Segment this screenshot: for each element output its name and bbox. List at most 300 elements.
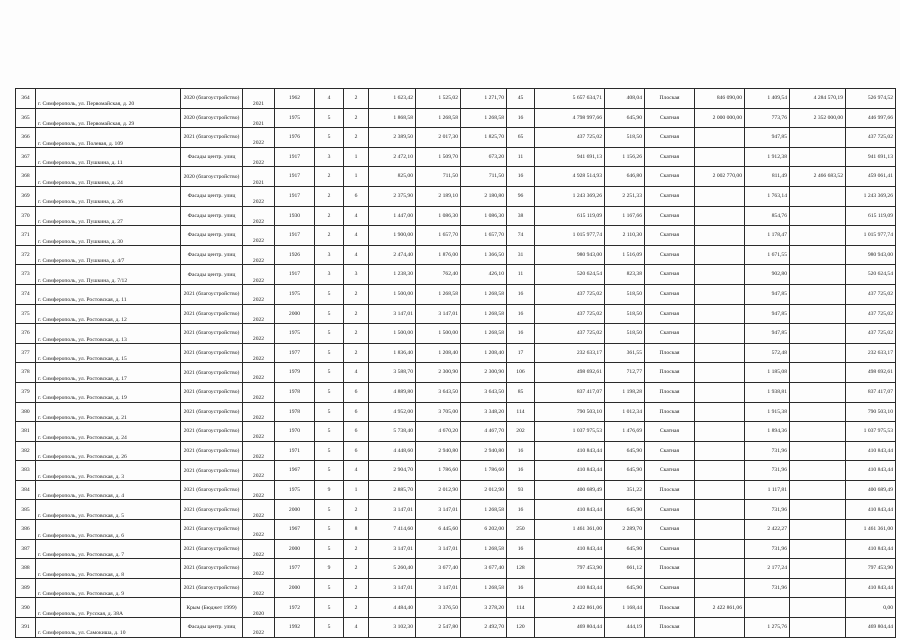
residential-area-cell: 1 271,70: [461, 89, 507, 109]
table-row: [16, 128, 896, 148]
build-year-cell: 1926: [275, 245, 315, 265]
address-cell: г. Симферополь, ул. Ростовская, д. 5: [36, 500, 181, 520]
entrances-cell: 6: [344, 382, 369, 402]
build-year-cell: 1970: [275, 422, 315, 442]
address-cell: г. Симферополь, ул. Пушкина, д. 11: [36, 147, 181, 167]
living-area-cell: 3 376,50: [416, 598, 461, 618]
table-row: [16, 167, 896, 187]
total-area-cell: 1 623,42: [369, 89, 416, 109]
work-type-cell: 2021 (благоустройство): [181, 324, 243, 344]
address-cell: г. Симферополь, ул. Ростовская, д. 8: [36, 559, 181, 579]
cost-cell: 437 725,02: [535, 324, 605, 344]
fund-amount-cell: [695, 441, 745, 461]
total-cell: 232 633,17: [846, 343, 896, 363]
unit-cost-cell: 1 185,08: [745, 363, 790, 383]
fund-amount-cell: [695, 147, 745, 167]
row-number: 384: [16, 480, 36, 500]
fund-amount-cell: [695, 304, 745, 324]
cost-per-m2-cell: 2 251,33: [605, 186, 645, 206]
unit-cost-cell: 947,85: [745, 284, 790, 304]
cost-cell: 410 843,44: [535, 578, 605, 598]
cost-cell: 1 461 361,00: [535, 520, 605, 540]
address-cell: г. Симферополь, ул. Ростовская, д. 13: [36, 324, 181, 344]
total-cell: 459 061,41: [846, 167, 896, 187]
address-cell: г. Симферополь, ул. Пушкина, д. 26: [36, 186, 181, 206]
residents-cell: 16: [507, 108, 535, 128]
table-row: [16, 343, 896, 363]
extra-fund-cell: [790, 206, 846, 226]
row-number: 387: [16, 539, 36, 559]
total-area-cell: 3 102,30: [369, 618, 416, 638]
residents-cell: 38: [507, 206, 535, 226]
living-area-cell: 1 786,60: [416, 461, 461, 481]
cost-per-m2-cell: 351,22: [605, 480, 645, 500]
cost-cell: 790 503,10: [535, 402, 605, 422]
entrances-cell: 4: [344, 206, 369, 226]
build-year-cell: 1967: [275, 520, 315, 540]
residents-cell: 202: [507, 422, 535, 442]
extra-fund-cell: [790, 284, 846, 304]
living-area-cell: 3 147,01: [416, 500, 461, 520]
unit-cost-cell: 1 275,76: [745, 618, 790, 638]
roof-type-cell: Скатная: [645, 265, 695, 285]
entrances-cell: 2: [344, 343, 369, 363]
entrances-cell: 2: [344, 304, 369, 324]
cost-cell: 232 633,17: [535, 343, 605, 363]
fund-amount-cell: [695, 343, 745, 363]
plan-year-cell: 2021: [243, 167, 275, 187]
total-area-cell: 2 904,70: [369, 461, 416, 481]
table-row: [16, 441, 896, 461]
cost-per-m2-cell: 2 110,30: [605, 226, 645, 246]
address-cell: г. Симферополь, ул. Ростовская, д. 3: [36, 461, 181, 481]
living-area-cell: 1 509,70: [416, 147, 461, 167]
roof-type-cell: Скатная: [645, 578, 695, 598]
address-cell: г. Симферополь, ул. Ростовская, д. 19: [36, 382, 181, 402]
total-cell: 410 843,44: [846, 500, 896, 520]
total-area-cell: 2 474,40: [369, 245, 416, 265]
unit-cost-cell: 572,48: [745, 343, 790, 363]
floors-cell: 9: [315, 559, 344, 579]
entrances-cell: 4: [344, 363, 369, 383]
fund-amount-cell: [695, 245, 745, 265]
residents-cell: 85: [507, 382, 535, 402]
extra-fund-cell: [790, 598, 846, 618]
address-cell: г. Симферополь, ул. Ростовская, д. 11: [36, 284, 181, 304]
build-year-cell: 1977: [275, 343, 315, 363]
plan-year-cell: 2022: [243, 461, 275, 481]
entrances-cell: 2: [344, 500, 369, 520]
work-type-cell: Крым (Бюджет 1999): [181, 598, 243, 618]
plan-year-cell: 2022: [243, 304, 275, 324]
floors-cell: 5: [315, 363, 344, 383]
extra-fund-cell: [790, 559, 846, 579]
unit-cost-cell: 811,49: [745, 167, 790, 187]
address-cell: г. Симферополь, ул. Пушкина, д. 24: [36, 167, 181, 187]
floors-cell: 9: [315, 480, 344, 500]
extra-fund-cell: [790, 500, 846, 520]
cost-cell: 797 453,90: [535, 559, 605, 579]
cost-per-m2-cell: 645,90: [605, 108, 645, 128]
residential-area-cell: 2 940,80: [461, 441, 507, 461]
build-year-cell: 1977: [275, 559, 315, 579]
total-cell: 498 692,61: [846, 363, 896, 383]
plan-year-cell: 2022: [243, 245, 275, 265]
unit-cost-cell: 1 763,14: [745, 186, 790, 206]
living-area-cell: 3 677,40: [416, 559, 461, 579]
work-type-cell: 2021 (благоустройство): [181, 520, 243, 540]
residents-cell: 114: [507, 402, 535, 422]
total-cell: 410 843,44: [846, 578, 896, 598]
table-row: [16, 539, 896, 559]
table-row: [16, 618, 896, 638]
residential-area-cell: 1 086,30: [461, 206, 507, 226]
unit-cost-cell: 1 117,81: [745, 480, 790, 500]
residents-cell: 45: [507, 89, 535, 109]
row-number: 380: [16, 402, 36, 422]
table-row: [16, 186, 896, 206]
living-area-cell: 762,40: [416, 265, 461, 285]
total-area-cell: 3 588,70: [369, 363, 416, 383]
residential-area-cell: 1 268,58: [461, 539, 507, 559]
roof-type-cell: Скатная: [645, 128, 695, 148]
build-year-cell: 2000: [275, 304, 315, 324]
work-type-cell: 2020 (благоустройство): [181, 167, 243, 187]
roof-type-cell: Плоская: [645, 402, 695, 422]
entrances-cell: 2: [344, 324, 369, 344]
extra-fund-cell: [790, 461, 846, 481]
table-row: [16, 500, 896, 520]
living-area-cell: 2 017,30: [416, 128, 461, 148]
extra-fund-cell: [790, 343, 846, 363]
address-cell: г. Симферополь, ул. Пушкина, д. 30: [36, 226, 181, 246]
total-cell: 1 037 975,53: [846, 422, 896, 442]
plan-year-cell: 2021: [243, 108, 275, 128]
work-type-cell: 2021 (благоустройство): [181, 461, 243, 481]
unit-cost-cell: 1 409,54: [745, 89, 790, 109]
residents-cell: 65: [507, 128, 535, 148]
cost-cell: 410 843,44: [535, 539, 605, 559]
roof-type-cell: Скатная: [645, 461, 695, 481]
cost-cell: 410 843,44: [535, 441, 605, 461]
address-cell: г. Симферополь, ул. Пушкина, д. 4/7: [36, 245, 181, 265]
row-number: 366: [16, 128, 36, 148]
fund-amount-cell: 2 000 000,00: [695, 108, 745, 128]
work-type-cell: 2021 (благоустройство): [181, 304, 243, 324]
cost-cell: 615 119,09: [535, 206, 605, 226]
cost-cell: 437 725,02: [535, 128, 605, 148]
table-row: [16, 89, 896, 109]
cost-per-m2-cell: 646,80: [605, 167, 645, 187]
roof-type-cell: Скатная: [645, 422, 695, 442]
residential-area-cell: 1 657,70: [461, 226, 507, 246]
extra-fund-cell: [790, 128, 846, 148]
fund-amount-cell: [695, 128, 745, 148]
total-cell: 615 119,09: [846, 206, 896, 226]
row-number: 375: [16, 304, 36, 324]
build-year-cell: 1975: [275, 324, 315, 344]
build-year-cell: 2000: [275, 539, 315, 559]
total-area-cell: 1 900,00: [369, 226, 416, 246]
residents-cell: 96: [507, 186, 535, 206]
plan-year-cell: 2022: [243, 284, 275, 304]
build-year-cell: 1917: [275, 167, 315, 187]
residential-area-cell: 1 268,58: [461, 578, 507, 598]
row-number: 389: [16, 578, 36, 598]
residential-area-cell: 1 208,40: [461, 343, 507, 363]
total-area-cell: 1 238,30: [369, 265, 416, 285]
floors-cell: 5: [315, 108, 344, 128]
address-cell: г. Симферополь, ул. Ростовская, д. 7: [36, 539, 181, 559]
build-year-cell: 1979: [275, 363, 315, 383]
work-type-cell: Фасады центр. улиц: [181, 265, 243, 285]
extra-fund-cell: 2 466 683,52: [790, 167, 846, 187]
entrances-cell: 6: [344, 441, 369, 461]
roof-type-cell: Плоская: [645, 363, 695, 383]
table-row: [16, 480, 896, 500]
floors-cell: 5: [315, 578, 344, 598]
residents-cell: 16: [507, 284, 535, 304]
floors-cell: 5: [315, 618, 344, 638]
table-row: [16, 245, 896, 265]
address-cell: г. Симферополь, ул. Пушкина, д. 27: [36, 206, 181, 226]
plan-year-cell: 2022: [243, 480, 275, 500]
residents-cell: 16: [507, 441, 535, 461]
roof-type-cell: Плоская: [645, 559, 695, 579]
cost-per-m2-cell: 1 168,44: [605, 598, 645, 618]
unit-cost-cell: 2 422,27: [745, 520, 790, 540]
address-cell: г. Симферополь, ул. Ростовская, д. 12: [36, 304, 181, 324]
total-cell: 410 843,44: [846, 461, 896, 481]
unit-cost-cell: 947,85: [745, 304, 790, 324]
extra-fund-cell: [790, 422, 846, 442]
fund-amount-cell: [695, 422, 745, 442]
total-cell: 437 725,02: [846, 284, 896, 304]
cost-cell: 5 657 634,71: [535, 89, 605, 109]
living-area-cell: 1 086,30: [416, 206, 461, 226]
roof-type-cell: Скатная: [645, 226, 695, 246]
extra-fund-cell: 4 284 570,19: [790, 89, 846, 109]
plan-year-cell: 2022: [243, 186, 275, 206]
residential-area-cell: 3 348,20: [461, 402, 507, 422]
build-year-cell: 1978: [275, 402, 315, 422]
entrances-cell: 2: [344, 108, 369, 128]
cost-cell: 437 725,02: [535, 284, 605, 304]
extra-fund-cell: [790, 520, 846, 540]
extra-fund-cell: 2 352 000,00: [790, 108, 846, 128]
total-area-cell: 4 952,00: [369, 402, 416, 422]
build-year-cell: 1992: [275, 618, 315, 638]
cost-per-m2-cell: 518,50: [605, 304, 645, 324]
residential-area-cell: 426,10: [461, 265, 507, 285]
row-number: 386: [16, 520, 36, 540]
entrances-cell: 6: [344, 422, 369, 442]
work-type-cell: 2021 (благоустройство): [181, 480, 243, 500]
living-area-cell: 4 670,20: [416, 422, 461, 442]
roof-type-cell: Плоская: [645, 89, 695, 109]
entrances-cell: 8: [344, 520, 369, 540]
total-area-cell: 1 836,40: [369, 343, 416, 363]
residential-area-cell: 1 268,58: [461, 304, 507, 324]
fund-amount-cell: [695, 324, 745, 344]
unit-cost-cell: 731,96: [745, 441, 790, 461]
fund-amount-cell: [695, 480, 745, 500]
entrances-cell: 2: [344, 598, 369, 618]
residents-cell: 16: [507, 461, 535, 481]
entrances-cell: 2: [344, 284, 369, 304]
total-area-cell: 2 885,70: [369, 480, 416, 500]
residents-cell: 250: [507, 520, 535, 540]
unit-cost-cell: 731,96: [745, 539, 790, 559]
row-number: 379: [16, 382, 36, 402]
total-cell: 410 843,44: [846, 539, 896, 559]
housing-register-table: [15, 88, 896, 638]
cost-cell: 1 015 977,74: [535, 226, 605, 246]
total-cell: 437 725,02: [846, 128, 896, 148]
living-area-cell: 6 445,60: [416, 520, 461, 540]
cost-per-m2-cell: 361,55: [605, 343, 645, 363]
cost-cell: 4 928 514,93: [535, 167, 605, 187]
row-number: 372: [16, 245, 36, 265]
unit-cost-cell: 902,80: [745, 265, 790, 285]
address-cell: г. Симферополь, ул. Ростовская, д. 15: [36, 343, 181, 363]
total-area-cell: 2 375,90: [369, 186, 416, 206]
living-area-cell: 1 525,02: [416, 89, 461, 109]
residents-cell: 11: [507, 147, 535, 167]
floors-cell: 2: [315, 167, 344, 187]
fund-amount-cell: 2 422 861,06: [695, 598, 745, 618]
table-row: [16, 598, 896, 618]
extra-fund-cell: [790, 402, 846, 422]
unit-cost-cell: 947,85: [745, 128, 790, 148]
address-cell: г. Симферополь, ул. Пушкина, д. 7/12: [36, 265, 181, 285]
floors-cell: 4: [315, 89, 344, 109]
floors-cell: 2: [315, 226, 344, 246]
cost-cell: 837 417,07: [535, 382, 605, 402]
extra-fund-cell: [790, 324, 846, 344]
total-cell: 1 461 361,00: [846, 520, 896, 540]
total-cell: 410 843,44: [846, 441, 896, 461]
extra-fund-cell: [790, 480, 846, 500]
roof-type-cell: Плоская: [645, 382, 695, 402]
living-area-cell: 1 208,40: [416, 343, 461, 363]
build-year-cell: 2000: [275, 578, 315, 598]
build-year-cell: 1975: [275, 108, 315, 128]
entrances-cell: 2: [344, 128, 369, 148]
cost-cell: 410 843,44: [535, 500, 605, 520]
total-cell: 446 997,66: [846, 108, 896, 128]
entrances-cell: 6: [344, 402, 369, 422]
build-year-cell: 1971: [275, 441, 315, 461]
residents-cell: 16: [507, 539, 535, 559]
floors-cell: 5: [315, 382, 344, 402]
table-row: [16, 363, 896, 383]
row-number: 365: [16, 108, 36, 128]
living-area-cell: 2 189,10: [416, 186, 461, 206]
build-year-cell: 1975: [275, 480, 315, 500]
unit-cost-cell: 1 894,36: [745, 422, 790, 442]
residents-cell: 120: [507, 618, 535, 638]
floors-cell: 5: [315, 598, 344, 618]
row-number: 390: [16, 598, 36, 618]
table-row: [16, 226, 896, 246]
build-year-cell: 1917: [275, 186, 315, 206]
floors-cell: 5: [315, 461, 344, 481]
row-number: 391: [16, 618, 36, 638]
address-cell: г. Симферополь, ул. Первомайская, д. 20: [36, 89, 181, 109]
work-type-cell: 2021 (благоустройство): [181, 343, 243, 363]
living-area-cell: 711,50: [416, 167, 461, 187]
row-number: 377: [16, 343, 36, 363]
residents-cell: 114: [507, 598, 535, 618]
residents-cell: 128: [507, 559, 535, 579]
floors-cell: 3: [315, 265, 344, 285]
residents-cell: 16: [507, 304, 535, 324]
total-area-cell: 825,00: [369, 167, 416, 187]
cost-per-m2-cell: 518,50: [605, 324, 645, 344]
total-cell: 400 689,49: [846, 480, 896, 500]
residents-cell: 11: [507, 265, 535, 285]
total-area-cell: 7 414,60: [369, 520, 416, 540]
cost-cell: 437 725,02: [535, 304, 605, 324]
cost-per-m2-cell: 645,90: [605, 461, 645, 481]
total-cell: 520 624,54: [846, 265, 896, 285]
roof-type-cell: Скатная: [645, 441, 695, 461]
cost-per-m2-cell: 2 289,70: [605, 520, 645, 540]
extra-fund-cell: [790, 245, 846, 265]
work-type-cell: 2020 (благоустройство): [181, 89, 243, 109]
residential-area-cell: 1 825,70: [461, 128, 507, 148]
address-cell: г. Симферополь, ул. Первомайская, д. 29: [36, 108, 181, 128]
extra-fund-cell: [790, 578, 846, 598]
fund-amount-cell: [695, 284, 745, 304]
work-type-cell: Фасады центр. улиц: [181, 618, 243, 638]
unit-cost-cell: 731,96: [745, 500, 790, 520]
row-number: 373: [16, 265, 36, 285]
total-cell: 526 974,52: [846, 89, 896, 109]
extra-fund-cell: [790, 539, 846, 559]
unit-cost-cell: 947,85: [745, 324, 790, 344]
cost-per-m2-cell: 645,90: [605, 441, 645, 461]
fund-amount-cell: [695, 559, 745, 579]
fund-amount-cell: [695, 226, 745, 246]
total-cell: 980 943,00: [846, 245, 896, 265]
roof-type-cell: Плоская: [645, 598, 695, 618]
entrances-cell: 1: [344, 167, 369, 187]
floors-cell: 2: [315, 206, 344, 226]
cost-cell: 2 422 861,06: [535, 598, 605, 618]
plan-year-cell: 2022: [243, 343, 275, 363]
build-year-cell: 2000: [275, 500, 315, 520]
residential-area-cell: 2 492,70: [461, 618, 507, 638]
extra-fund-cell: [790, 363, 846, 383]
extra-fund-cell: [790, 382, 846, 402]
residential-area-cell: 1 268,58: [461, 324, 507, 344]
cost-per-m2-cell: 1 012,34: [605, 402, 645, 422]
floors-cell: 5: [315, 500, 344, 520]
build-year-cell: 1962: [275, 89, 315, 109]
extra-fund-cell: [790, 618, 846, 638]
table-row: [16, 284, 896, 304]
row-number: 367: [16, 147, 36, 167]
extra-fund-cell: [790, 226, 846, 246]
work-type-cell: Фасады центр. улиц: [181, 245, 243, 265]
row-number: 369: [16, 186, 36, 206]
cost-per-m2-cell: 444,19: [605, 618, 645, 638]
total-area-cell: 1 868,58: [369, 108, 416, 128]
roof-type-cell: Скатная: [645, 284, 695, 304]
roof-type-cell: Скатная: [645, 520, 695, 540]
